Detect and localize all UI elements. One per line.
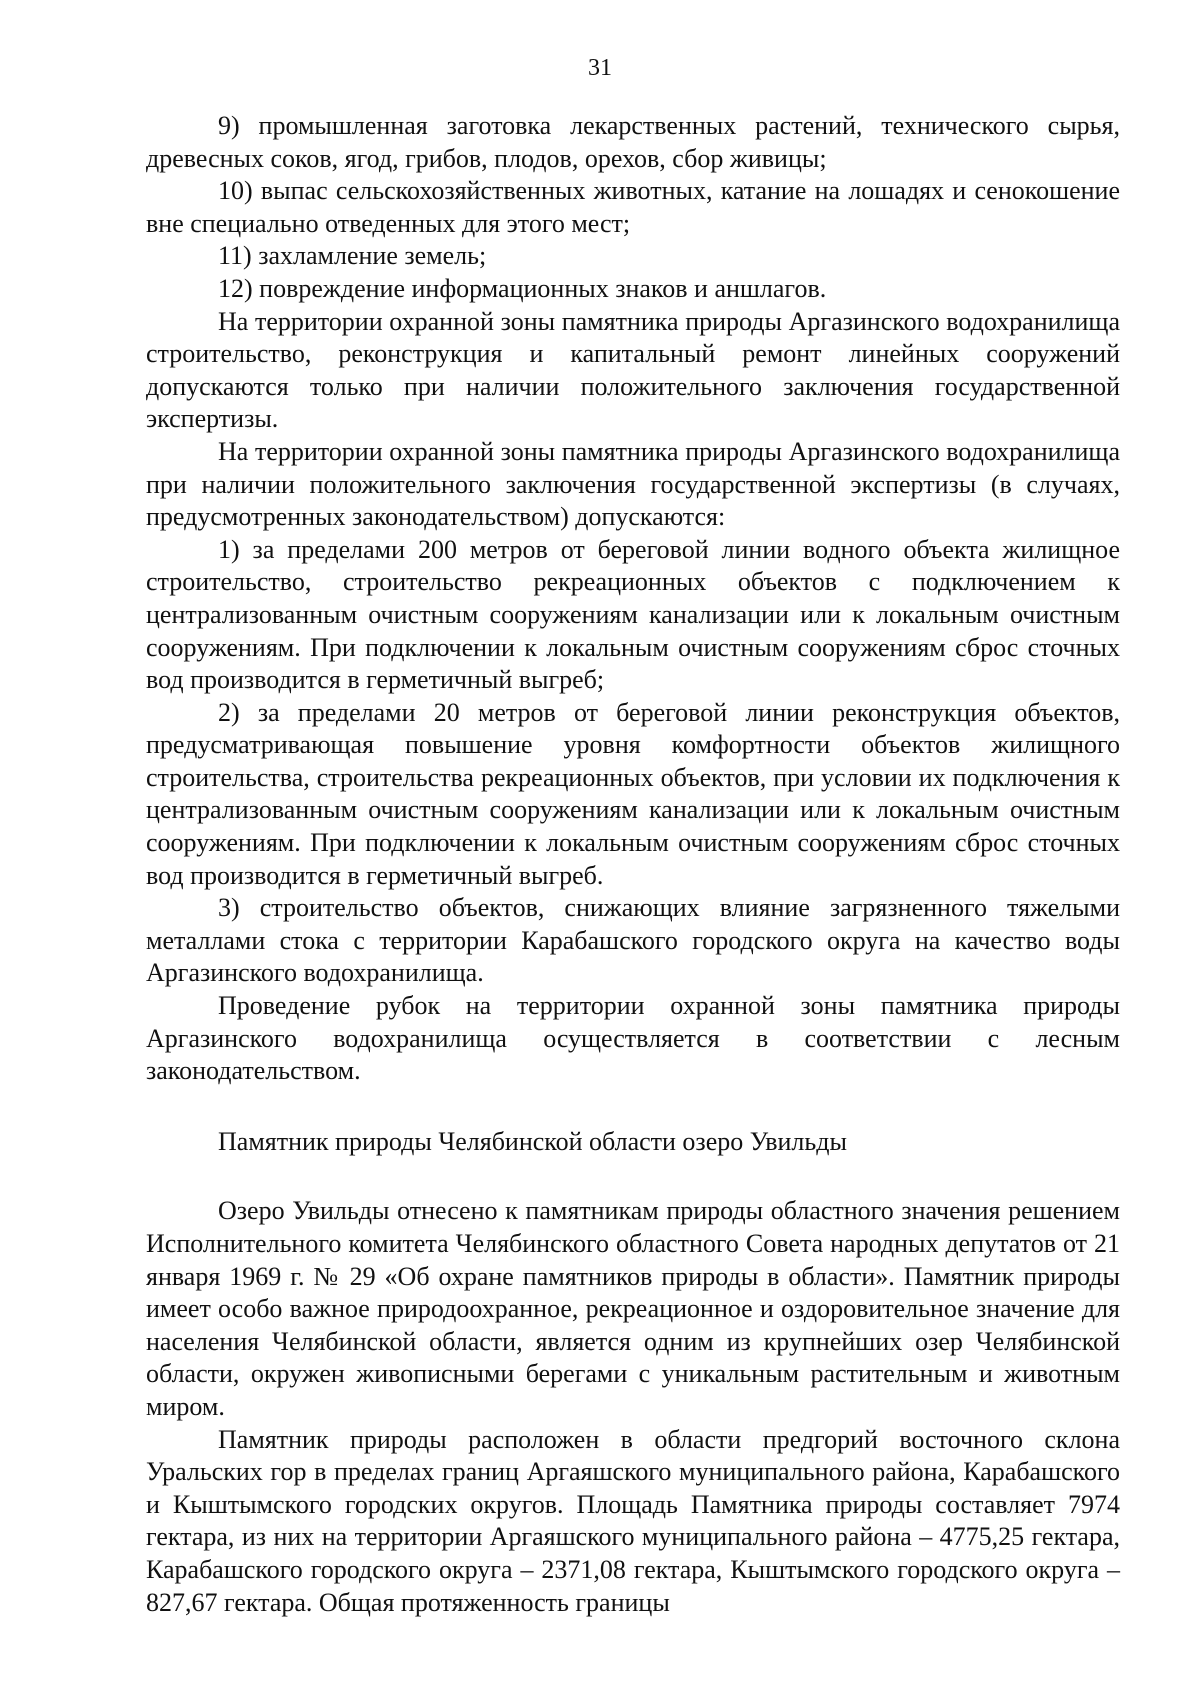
- paragraph-logging: Проведение рубок на территории охранной зоны памятника природы Аргазинского водохранилища осуществляется в соответствии с лесным законодательством.: [146, 991, 1120, 1086]
- permitted-item-2: 2) за пределами 20 метров от береговой линии реконструкция объектов, предусматривающая повышение уровня комфортности объектов жилищного строительства, строительства рекреационных объектов, при условии их подключения к централизованным очистным сооружениям канализации или к локальным очистным сооружениям. При подключении к локальным очистным сооружениям сброс сточных вод производится в герметичный выгреб.: [146, 697, 1120, 890]
- section-heading: Памятник природы Челябинской области озеро Увильды: [218, 1126, 847, 1156]
- paragraph-uvildy-location: Памятник природы расположен в области предгорий восточного склона Уральских гор в пределах границ Аргаяшского муниципального района, Карабашского и Кыштымского городских округов. Площадь Памятника природы составляет 7974 гектара, из них на территории Аргаяшского муниципального района – 4775,25 гектара, Карабашского городского округа – 2371,08 гектара, Кыштымского городского округа – 827,67 гектара. Общая протяженность границы: [146, 1424, 1120, 1617]
- permitted-item-1: 1) за пределами 200 метров от береговой линии водного объекта жилищное строительство, строительство рекреационных объектов с подключением к централизованным очистным сооружениям канализации или к локальным очистным сооружениям. При подключении к локальным очистным сооружениям сброс сточных вод производится в герметичный выгреб;: [146, 534, 1120, 695]
- paragraph-linear-structures: На территории охранной зоны памятника природы Аргазинского водохранилища строительство, реконструкция и капитальный ремонт линейных сооружений допускаются только при наличии положительного заключения государственной экспертизы.: [146, 306, 1120, 434]
- page-number: 31: [588, 55, 612, 81]
- document-body: [146, 110, 1120, 1619]
- list-item-9: 9) промышленная заготовка лекарственных растений, технического сырья, древесных соков, ягод, грибов, плодов, орехов, сбор живицы;: [146, 111, 1120, 173]
- list-item-11: 11) захламление земель;: [218, 241, 487, 271]
- paragraph-uvildy-status: Озеро Увильды отнесено к памятникам природы областного значения решением Исполнительного комитета Челябинского областного Совета народных депутатов от 21 января 1969 г. № 29 «Об охране памятников природы в области». Памятник природы имеет особо важное природоохранное, рекреационное и оздоровительное значение для населения Челябинской области, является одним из крупнейших озер Челябинской области, окружен живописными берегами с уникальным растительным и животным миром.: [146, 1196, 1120, 1421]
- list-item-10: 10) выпас сельскохозяйственных животных, катание на лошадях и сенокошение вне специально отведенных для этого мест;: [146, 176, 1120, 238]
- list-item-12: 12) повреждение информационных знаков и аншлагов.: [218, 273, 827, 303]
- permitted-item-3: 3) строительство объектов, снижающих влияние загрязненного тяжелыми металлами стока с территории Карабашского городского округа на качество воды Аргазинского водохранилища.: [146, 893, 1120, 988]
- paragraph-permitted-intro: На территории охранной зоны памятника природы Аргазинского водохранилища при наличии положительного заключения государственной экспертизы (в случаях, предусмотренных законодательством) допускаются:: [146, 436, 1120, 532]
